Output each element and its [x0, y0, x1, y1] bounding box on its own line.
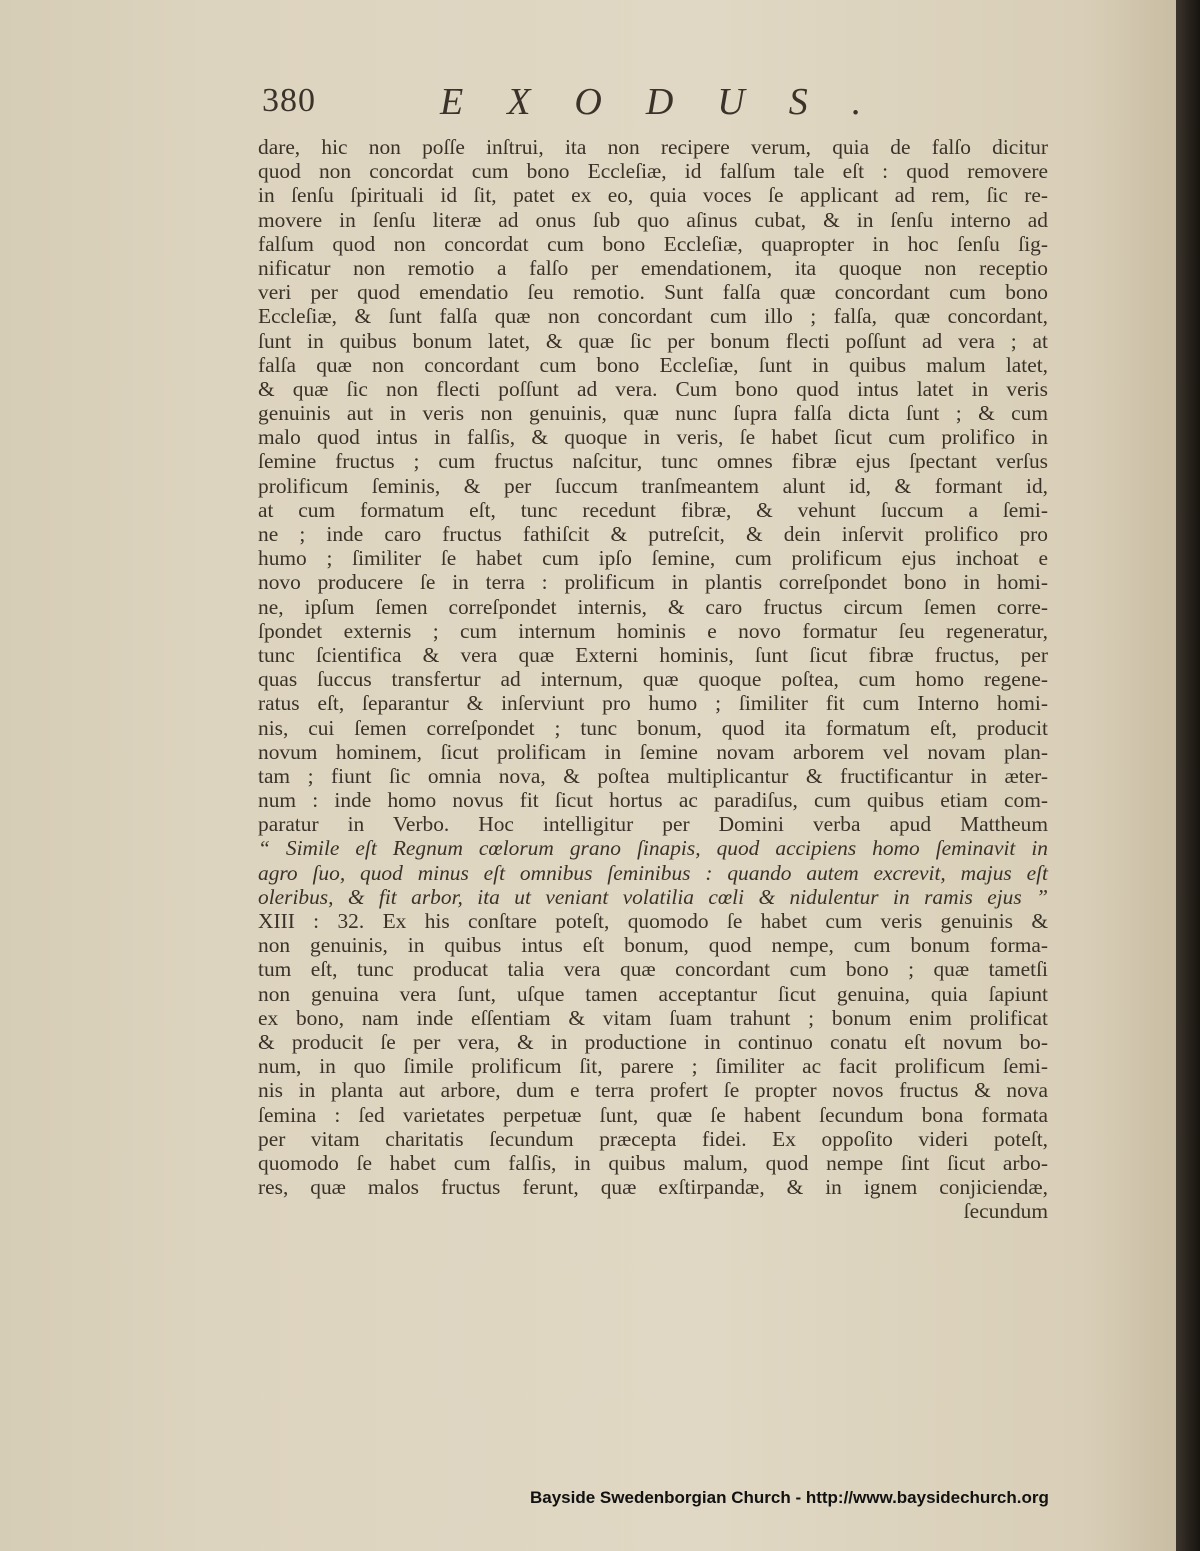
- text-line: falſa quæ non concordant cum bono Eccleſiæ, ſunt in quibus malum latet,: [258, 352, 1048, 377]
- text-line: quomodo ſe habet cum falſis, in quibus malum, quod nempe ſint ſicut arbo-: [258, 1150, 1048, 1175]
- text-line: at cum formatum eſt, tunc recedunt fibræ, & vehunt ſuccum a ſemi-: [258, 497, 1048, 522]
- text-line: prolificum ſeminis, & per ſuccum tranſmeantem alunt id, & formant id,: [258, 473, 1048, 498]
- text-line: ratus eſt, ſeparantur & inſerviunt pro humo ; ſimiliter fit cum Interno homi-: [258, 691, 1048, 716]
- text-line: tunc ſcientifica & vera quæ Externi hominis, ſunt ſicut fibræ fructus, per: [258, 642, 1048, 667]
- text-line: non genuina vera ſunt, uſque tamen acceptantur ſicut genuina, quia ſapiunt: [258, 981, 1048, 1006]
- text-line: quod non concordat cum bono Eccleſiæ, id falſum tale eſt : quod removere: [258, 159, 1048, 184]
- text-line: ſpondet externis ; cum internum hominis e novo formatur ſeu regeneratur,: [258, 618, 1048, 643]
- text-line: num : inde homo novus fit ſicut hortus ac paradiſus, cum quibus etiam com-: [258, 788, 1048, 813]
- text-line: novo producere ſe in terra : prolificum in plantis correſpondet bono in homi-: [258, 570, 1048, 595]
- text-line: res, quæ malos fructus ferunt, quæ exſtirpandæ, & in ignem conjiciendæ,: [258, 1175, 1048, 1200]
- text-line: num, in quo ſimile prolificum ſit, parere ; ſimiliter ac facit prolificum ſemi-: [258, 1054, 1048, 1079]
- text-line: nis in planta aut arbore, dum e terra profert ſe propter novos fructus & nova: [258, 1078, 1048, 1103]
- text-line: genuinis aut in veris non genuinis, quæ nunc ſupra falſa dicta ſunt ; & cum: [258, 401, 1048, 426]
- catchword: ſecundum: [963, 1199, 1048, 1224]
- body-text: [258, 135, 1048, 1223]
- text-line: non genuinis, in quibus intus eſt bonum, quod nempe, cum bonum forma-: [258, 933, 1048, 958]
- text-line: ex bono, nam inde eſſentiam & vitam ſuam trahunt ; bonum enim prolificat: [258, 1005, 1048, 1030]
- text-line: in ſenſu ſpirituali id ſit, patet ex eo, quia voces ſe applicant ad rem, ſic re-: [258, 183, 1048, 208]
- text-line: per vitam charitatis ſecundum præcepta fidei. Ex oppoſito videri poteſt,: [258, 1126, 1048, 1151]
- text-line: ſunt in quibus bonum latet, & quæ ſic per bonum flecti poſſunt ad vera ; at: [258, 328, 1048, 353]
- page-number: 380: [262, 82, 316, 119]
- text-line: & producit ſe per vera, & in productione in continuo conatu eſt novum bo-: [258, 1029, 1048, 1054]
- text-line: quas ſuccus transfertur ad internum, quæ quoque poſtea, cum homo regene-: [258, 667, 1048, 692]
- text-line: XIII : 32. Ex his conſtare poteſt, quomodo ſe habet cum veris genuinis &: [258, 909, 1048, 933]
- text-line: oleribus, & fit arbor, ita ut veniant volatilia cœli & nidulentur in ramis ejus ”: [258, 884, 1048, 909]
- text-line: agro ſuo, quod minus eſt omnibus ſeminibus : quando autem excrevit, majus eſt: [258, 860, 1048, 885]
- text-line: tum eſt, tunc producat talia vera quæ concordant cum bono ; quæ tametſi: [258, 957, 1048, 982]
- text-line: paratur in Verbo. Hoc intelligitur per Domini verba apud Mattheum: [258, 812, 1048, 837]
- text-line: ſemina : ſed varietates perpetuæ ſunt, quæ ſe habent ſecundum bona formata: [258, 1102, 1048, 1127]
- text-line: Eccleſiæ, & ſunt falſa quæ non concordant cum illo ; falſa, quæ concordant,: [258, 304, 1048, 329]
- text-line: nis, cui ſemen correſpondet ; tunc bonum, quod ita formatum eſt, producit: [258, 715, 1048, 740]
- text-line: ne, ipſum ſemen correſpondet internis, & caro fructus circum ſemen corre-: [258, 594, 1048, 619]
- text-line: humo ; ſimiliter ſe habet cum ipſo ſemine, cum prolificum ejus inchoat e: [258, 546, 1048, 571]
- text-line: nificatur non remotio a falſo per emendationem, ita quoque non receptio: [258, 255, 1048, 280]
- text-line: “ Simile eſt Regnum cœlorum grano ſinapis, quod accipiens homo ſeminavit in: [258, 836, 1048, 861]
- source-watermark: Bayside Swedenborgian Church - http://www.baysidechurch.org: [530, 1488, 1049, 1507]
- page-edge: [1176, 0, 1200, 1551]
- running-title: EXODUS.: [440, 81, 906, 123]
- text-line: dare, hic non poſſe inſtrui, ita non recipere verum, quia de falſo dicitur: [258, 135, 1048, 159]
- text-line: ſemine fructus ; cum fructus naſcitur, tunc omnes fibræ ejus ſpectant verſus: [258, 449, 1048, 474]
- text-line: & quæ ſic non flecti poſſunt ad vera. Cum bono quod intus latet in veris: [258, 376, 1048, 401]
- text-line: novum hominem, ſicut prolificam in ſemine novam arborem vel novam plan-: [258, 739, 1048, 764]
- text-line: movere in ſenſu literæ ad onus ſub quo aſinus cubat, & in ſenſu interno ad: [258, 207, 1048, 232]
- text-line: falſum quod non concordat cum bono Eccleſiæ, quapropter in hoc ſenſu ſig-: [258, 231, 1048, 256]
- text-line: veri per quod emendatio ſeu remotio. Sunt falſa quæ concordant cum bono: [258, 280, 1048, 305]
- text-line: tam ; fiunt ſic omnia nova, & poſtea multiplicantur & fructificantur in æter-: [258, 763, 1048, 788]
- text-line: malo quod intus in falſis, & quoque in veris, ſe habet ſicut cum prolifico in: [258, 425, 1048, 450]
- text-line: ne ; inde caro fructus fathiſcit & putreſcit, & dein inſervit prolifico pro: [258, 522, 1048, 546]
- page-header: [262, 80, 1062, 130]
